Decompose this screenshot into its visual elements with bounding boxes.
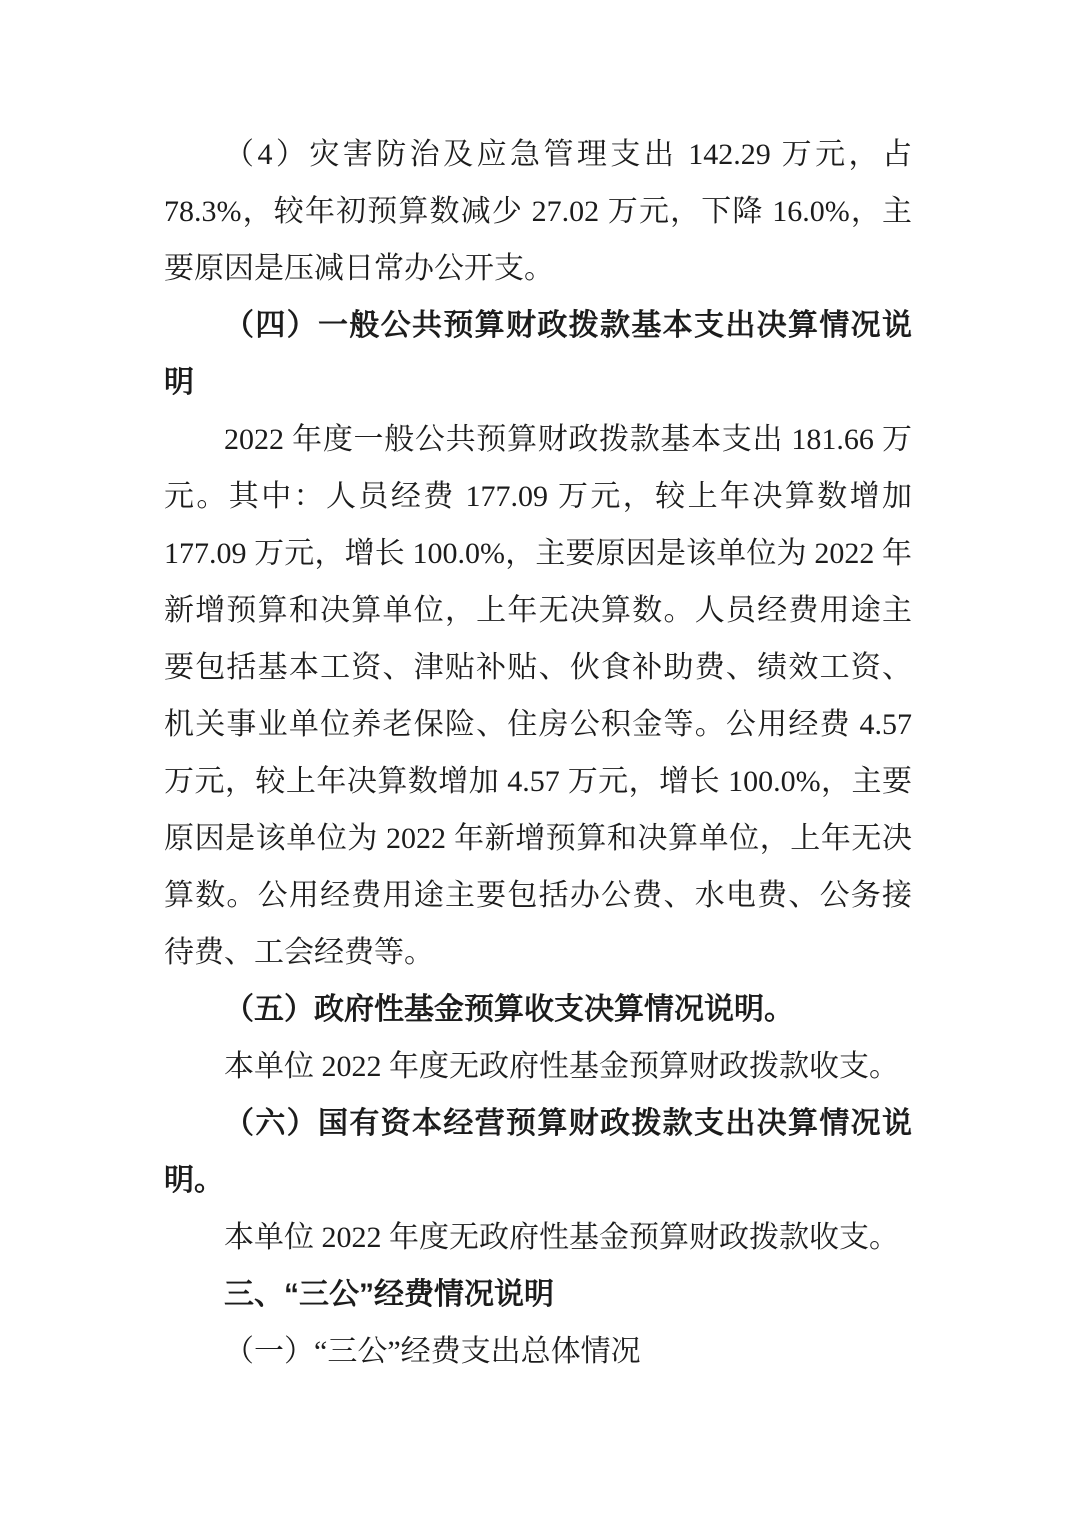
heading-section-4-basic-expenditure: （四）一般公共预算财政拨款基本支出决算情况说明 <box>164 309 912 399</box>
para-disaster-prevention-expenditure: （4）灾害防治及应急管理支出 142.29 万元，占 78.3%，较年初预算数减少 27.02 万元，下降 16.0%，主要原因是压减日常办公开支。 <box>164 138 912 285</box>
para-state-capital-statement: 本单位 2022 年度无政府性基金预算财政拨款收支。 <box>224 1221 899 1254</box>
heading-section-6-state-capital: （六）国有资本经营预算财政拨款支出决算情况说明。 <box>164 1107 912 1197</box>
para-basic-expenditure-detail: 2022 年度一般公共预算财政拨款基本支出 181.66 万元。其中：人员经费 177.09 万元，较上年决算数增加 177.09 万元，增长 100.0%，主要原因是该单位为 2022 年新增预算和决算单位，上年无决算数。人员经费用途主要包括基本工资、津贴补贴、伙食补助费、绩效工资、机关事业单位养老保险、住房公积金等。公用经费 4.57 万元，较上年决算数增加 4.57 万元，增长 100.0%，主要原因是该单位为 2022 年新增预算和决算单位，上年无决算数。公用经费用途主要包括办公费、水电费、公务接待费、工会经费等。 <box>164 423 912 969</box>
heading-three-public-overall: （一）“三公”经费支出总体情况 <box>224 1335 641 1368</box>
para-gov-fund-statement: 本单位 2022 年度无政府性基金预算财政拨款收支。 <box>224 1050 899 1083</box>
heading-section-5-gov-fund: （五）政府性基金预算收支决算情况说明。 <box>224 993 794 1026</box>
document-body <box>164 126 912 1380</box>
heading-three-public-funds: 三、“三公”经费情况说明 <box>224 1278 554 1311</box>
